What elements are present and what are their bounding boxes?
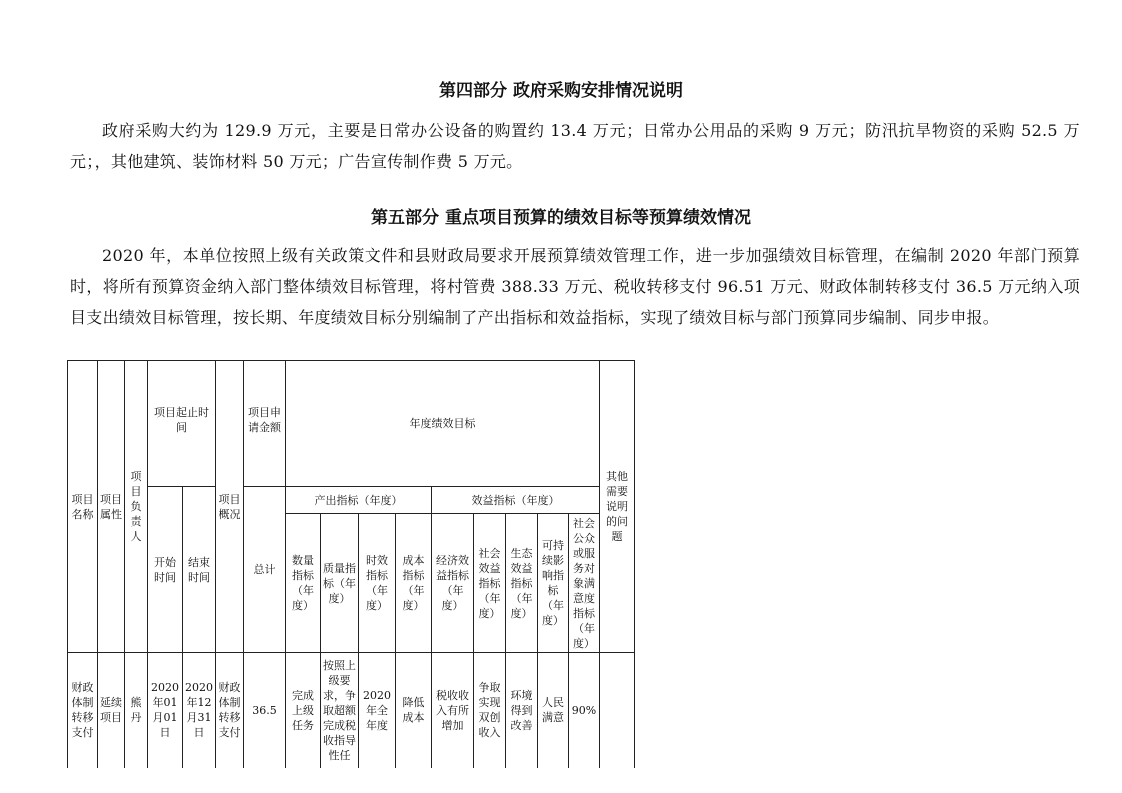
cell-start: 2020年01月01日 [148,653,183,768]
cell-overview: 财政体制转移支付 [216,653,244,768]
cell-ecological: 环境得到改善 [506,653,538,768]
section-4-title: 第四部分 政府采购安排情况说明 [439,81,683,101]
cell-attr: 延续项目 [98,653,125,768]
header-end: 结束时间 [183,487,216,653]
table-row [68,653,635,768]
cell-quality: 按照上级要求，争取超额完成税收指导性任 [321,653,359,768]
header-cost: 成本指标（年度） [396,514,432,653]
performance-table [67,360,635,768]
cell-other [600,653,635,768]
cell-quantity: 完成上级任务 [286,653,321,768]
cell-satisfaction: 90% [569,653,600,768]
header-total: 总计 [244,487,286,653]
table-header-row-1 [68,361,635,487]
header-start: 开始时间 [148,487,183,653]
header-output: 产出指标（年度） [286,487,432,514]
header-satisfaction: 社会公众或服务对象满意度指标（年度） [569,514,600,653]
header-benefit: 效益指标（年度） [432,487,600,514]
section-5-paragraph: 2020 年，本单位按照上级有关政策文件和县财政局要求开展预算绩效管理工作，进一步加强绩效目标管理，在编制 2020 年部门预算时，将所有预算资金纳入部门整体绩效目标管理，将村管费 388.33 万元、税收转移支付 96.51 万元、财政体制转移支付 36.5 万元纳入项目支出绩效目标管理，按长期、年度绩效目标分别编制了产出指标和效益指标，实现了绩效目标与部门预算同步编制、同步申报。 [70,246,1080,327]
section-5-title: 第五部分 重点项目预算的绩效目标等预算绩效情况 [371,208,751,228]
section-4-paragraph: 政府采购大约为 129.9 万元，主要是日常办公设备的购置约 13.4 万元；日常办公用品的采购 9 万元；防汛抗旱物资的采购 52.5 万元；，其他建筑、装饰材料 50 万元；广告宣传制作费 5 万元。 [70,121,1080,171]
header-quality: 质量指标（年度） [321,514,359,653]
header-period: 项目起止时间 [148,361,216,487]
cell-social: 争取实现双创收入 [474,653,506,768]
header-sustainable: 可持续影响指标（年度） [538,514,569,653]
cell-name: 财政体制转移支付 [68,653,98,768]
header-ecological: 生态效益指标（年度） [506,514,538,653]
cell-amount: 36.5 [244,653,286,768]
header-social: 社会效益指标（年度） [474,514,506,653]
cell-owner: 熊丹 [125,653,148,768]
header-owner: 项目负责人 [125,361,148,653]
header-overview: 项目概况 [216,361,244,653]
header-project-attr: 项目属性 [98,361,125,653]
cell-cost: 降低成本 [396,653,432,768]
header-economic: 经济效益指标（年度） [432,514,474,653]
table-header-row-2 [68,487,635,514]
cell-sustainable: 人民满意 [538,653,569,768]
header-quantity: 数量指标（年度） [286,514,321,653]
header-annual-goal: 年度绩效目标 [286,361,600,487]
header-amount: 项目申请金额 [244,361,286,487]
cell-economic: 税收收入有所增加 [432,653,474,768]
header-timeliness: 时效指标（年度） [359,514,396,653]
header-other: 其他需要说明的问题 [600,361,635,653]
cell-timeliness: 2020年全年度 [359,653,396,768]
cell-end: 2020年12月31日 [183,653,216,768]
header-project-name: 项目名称 [68,361,98,653]
